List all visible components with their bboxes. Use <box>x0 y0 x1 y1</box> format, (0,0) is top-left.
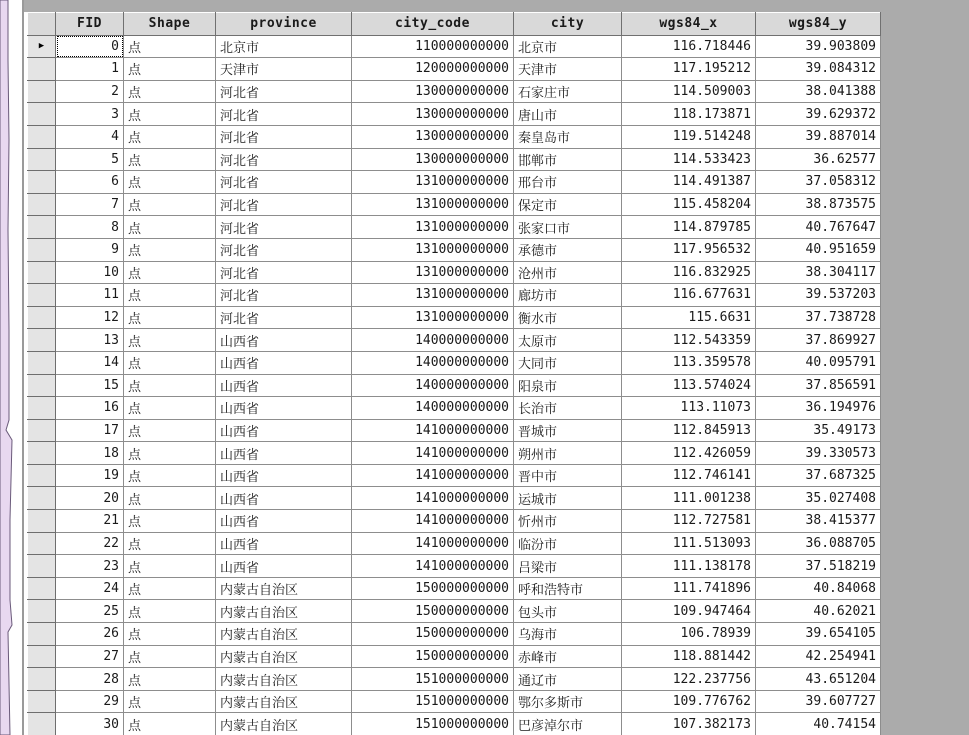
map-polygon-edge <box>0 0 22 735</box>
city-cell[interactable]: 承德市 <box>514 238 622 261</box>
row-selector[interactable] <box>28 193 56 216</box>
wgs84-x-cell[interactable]: 112.727581 <box>622 510 756 533</box>
city-cell[interactable]: 衡水市 <box>514 306 622 329</box>
province-cell[interactable]: 山西省 <box>216 419 352 442</box>
table-row[interactable] <box>28 510 881 533</box>
row-selector[interactable] <box>28 80 56 103</box>
column-header-wgs84-x[interactable]: wgs84_x <box>622 13 756 36</box>
fid-cell[interactable]: 28 <box>56 668 124 691</box>
wgs84-y-cell[interactable]: 35.027408 <box>756 487 881 510</box>
row-selector[interactable] <box>28 148 56 171</box>
city-code-cell[interactable]: 131000000000 <box>352 171 514 194</box>
wgs84-x-cell[interactable]: 115.6631 <box>622 306 756 329</box>
fid-cell[interactable]: 2 <box>56 80 124 103</box>
fid-cell[interactable]: 8 <box>56 216 124 239</box>
city-code-cell[interactable]: 151000000000 <box>352 690 514 713</box>
wgs84-x-cell[interactable]: 114.491387 <box>622 171 756 194</box>
wgs84-y-cell[interactable]: 37.856591 <box>756 374 881 397</box>
shape-cell[interactable]: 点 <box>124 80 216 103</box>
wgs84-x-cell[interactable]: 116.718446 <box>622 35 756 58</box>
table-empty-area <box>880 0 969 735</box>
shape-cell[interactable]: 点 <box>124 216 216 239</box>
wgs84-y-cell[interactable]: 39.330573 <box>756 442 881 465</box>
table-row[interactable] <box>28 193 881 216</box>
province-cell[interactable]: 内蒙古自治区 <box>216 645 352 668</box>
province-cell[interactable]: 山西省 <box>216 442 352 465</box>
wgs84-x-cell[interactable]: 118.881442 <box>622 645 756 668</box>
shape-cell[interactable]: 点 <box>124 397 216 420</box>
city-code-cell[interactable]: 150000000000 <box>352 577 514 600</box>
city-cell[interactable]: 巴彦淖尔市 <box>514 713 622 735</box>
city-code-cell[interactable]: 141000000000 <box>352 464 514 487</box>
wgs84-x-cell[interactable]: 117.956532 <box>622 238 756 261</box>
city-code-cell[interactable]: 141000000000 <box>352 510 514 533</box>
province-cell[interactable]: 河北省 <box>216 125 352 148</box>
column-header-shape[interactable]: Shape <box>124 13 216 36</box>
shape-cell[interactable]: 点 <box>124 532 216 555</box>
column-header-fid[interactable]: FID <box>56 13 124 36</box>
fid-cell[interactable]: 20 <box>56 487 124 510</box>
table-row[interactable] <box>28 261 881 284</box>
table-row[interactable] <box>28 464 881 487</box>
table-row[interactable] <box>28 668 881 691</box>
city-cell[interactable]: 石家庄市 <box>514 80 622 103</box>
wgs84-x-cell[interactable]: 111.741896 <box>622 577 756 600</box>
wgs84-y-cell[interactable]: 40.095791 <box>756 351 881 374</box>
table-top-margin <box>24 0 969 12</box>
city-cell[interactable]: 包头市 <box>514 600 622 623</box>
wgs84-y-cell[interactable]: 40.767647 <box>756 216 881 239</box>
city-code-cell[interactable]: 140000000000 <box>352 397 514 420</box>
shape-cell[interactable]: 点 <box>124 577 216 600</box>
fid-cell[interactable]: 30 <box>56 713 124 735</box>
province-cell[interactable]: 河北省 <box>216 284 352 307</box>
table-row[interactable] <box>28 623 881 646</box>
province-cell[interactable]: 河北省 <box>216 148 352 171</box>
table-row[interactable] <box>28 80 881 103</box>
current-row-arrow-icon: ▶ <box>38 41 45 52</box>
province-cell[interactable]: 内蒙古自治区 <box>216 600 352 623</box>
shape-cell[interactable]: 点 <box>124 623 216 646</box>
city-code-cell[interactable]: 140000000000 <box>352 374 514 397</box>
column-header-wgs84-y[interactable]: wgs84_y <box>756 13 881 36</box>
city-cell[interactable]: 朔州市 <box>514 442 622 465</box>
wgs84-y-cell[interactable]: 39.629372 <box>756 103 881 126</box>
row-selector[interactable] <box>28 577 56 600</box>
row-selector[interactable] <box>28 329 56 352</box>
city-cell[interactable]: 忻州市 <box>514 510 622 533</box>
province-cell[interactable]: 山西省 <box>216 329 352 352</box>
shape-cell[interactable]: 点 <box>124 261 216 284</box>
city-code-cell[interactable]: 120000000000 <box>352 58 514 81</box>
shape-cell[interactable]: 点 <box>124 148 216 171</box>
wgs84-y-cell[interactable]: 37.738728 <box>756 306 881 329</box>
shape-cell[interactable]: 点 <box>124 487 216 510</box>
city-code-cell[interactable]: 140000000000 <box>352 351 514 374</box>
fid-cell[interactable]: 27 <box>56 645 124 668</box>
row-selector[interactable] <box>28 713 56 735</box>
fid-cell[interactable]: 12 <box>56 306 124 329</box>
table-row[interactable] <box>28 148 881 171</box>
table-row[interactable] <box>28 532 881 555</box>
city-code-cell[interactable]: 131000000000 <box>352 193 514 216</box>
province-cell[interactable]: 山西省 <box>216 487 352 510</box>
wgs84-x-cell[interactable]: 111.001238 <box>622 487 756 510</box>
wgs84-y-cell[interactable]: 37.687325 <box>756 464 881 487</box>
city-code-cell[interactable]: 140000000000 <box>352 329 514 352</box>
fid-cell[interactable]: 4 <box>56 125 124 148</box>
table-row[interactable] <box>28 216 881 239</box>
shape-cell[interactable]: 点 <box>124 419 216 442</box>
city-cell[interactable]: 保定市 <box>514 193 622 216</box>
row-selector[interactable] <box>28 419 56 442</box>
city-cell[interactable]: 晋城市 <box>514 419 622 442</box>
city-cell[interactable]: 天津市 <box>514 58 622 81</box>
fid-cell[interactable]: 29 <box>56 690 124 713</box>
wgs84-x-cell[interactable]: 109.947464 <box>622 600 756 623</box>
province-cell[interactable]: 山西省 <box>216 351 352 374</box>
fid-cell[interactable]: 13 <box>56 329 124 352</box>
city-code-cell[interactable]: 151000000000 <box>352 713 514 735</box>
province-cell[interactable]: 河北省 <box>216 238 352 261</box>
row-selector[interactable] <box>28 58 56 81</box>
city-code-cell[interactable]: 131000000000 <box>352 306 514 329</box>
table-row[interactable] <box>28 171 881 194</box>
wgs84-y-cell[interactable]: 39.887014 <box>756 125 881 148</box>
city-cell[interactable]: 北京市 <box>514 35 622 58</box>
row-selector[interactable] <box>28 374 56 397</box>
wgs84-y-cell[interactable]: 40.62021 <box>756 600 881 623</box>
fid-cell[interactable]: 5 <box>56 148 124 171</box>
wgs84-y-cell[interactable]: 39.654105 <box>756 623 881 646</box>
city-code-cell[interactable]: 141000000000 <box>352 419 514 442</box>
table-row[interactable] <box>28 487 881 510</box>
city-cell[interactable]: 廊坊市 <box>514 284 622 307</box>
shape-cell[interactable]: 点 <box>124 35 216 58</box>
fid-cell[interactable]: 26 <box>56 623 124 646</box>
wgs84-x-cell[interactable]: 114.509003 <box>622 80 756 103</box>
city-cell[interactable]: 阳泉市 <box>514 374 622 397</box>
shape-cell[interactable]: 点 <box>124 668 216 691</box>
shape-cell[interactable]: 点 <box>124 374 216 397</box>
table-row[interactable] <box>28 555 881 578</box>
row-selector[interactable] <box>28 623 56 646</box>
wgs84-x-cell[interactable]: 109.776762 <box>622 690 756 713</box>
city-code-cell[interactable]: 141000000000 <box>352 442 514 465</box>
row-selector[interactable] <box>28 600 56 623</box>
wgs84-y-cell[interactable]: 39.903809 <box>756 35 881 58</box>
city-cell[interactable]: 大同市 <box>514 351 622 374</box>
shape-cell[interactable]: 点 <box>124 690 216 713</box>
wgs84-x-cell[interactable]: 112.845913 <box>622 419 756 442</box>
row-selector[interactable] <box>28 261 56 284</box>
fid-cell[interactable]: 18 <box>56 442 124 465</box>
fid-cell[interactable]: 6 <box>56 171 124 194</box>
fid-cell[interactable]: 17 <box>56 419 124 442</box>
attribute-table <box>27 12 881 735</box>
table-row[interactable] <box>28 351 881 374</box>
wgs84-x-cell[interactable]: 113.574024 <box>622 374 756 397</box>
shape-cell[interactable]: 点 <box>124 442 216 465</box>
shape-cell[interactable]: 点 <box>124 351 216 374</box>
city-cell[interactable]: 呼和浩特市 <box>514 577 622 600</box>
wgs84-x-cell[interactable]: 107.382173 <box>622 713 756 735</box>
city-code-cell[interactable]: 131000000000 <box>352 216 514 239</box>
wgs84-x-cell[interactable]: 116.677631 <box>622 284 756 307</box>
table-row[interactable] <box>28 58 881 81</box>
city-code-cell[interactable]: 141000000000 <box>352 487 514 510</box>
wgs84-x-cell[interactable]: 106.78939 <box>622 623 756 646</box>
wgs84-x-cell[interactable]: 116.832925 <box>622 261 756 284</box>
wgs84-x-cell[interactable]: 113.11073 <box>622 397 756 420</box>
province-cell[interactable]: 山西省 <box>216 555 352 578</box>
city-cell[interactable]: 鄂尔多斯市 <box>514 690 622 713</box>
wgs84-y-cell[interactable]: 35.49173 <box>756 419 881 442</box>
row-selector[interactable] <box>28 532 56 555</box>
table-row[interactable] <box>28 577 881 600</box>
row-selector[interactable] <box>28 103 56 126</box>
city-code-cell[interactable]: 130000000000 <box>352 103 514 126</box>
city-cell[interactable]: 临汾市 <box>514 532 622 555</box>
wgs84-x-cell[interactable]: 119.514248 <box>622 125 756 148</box>
fid-cell[interactable]: 23 <box>56 555 124 578</box>
shape-cell[interactable]: 点 <box>124 125 216 148</box>
row-selector[interactable] <box>28 668 56 691</box>
city-cell[interactable]: 沧州市 <box>514 261 622 284</box>
shape-cell[interactable]: 点 <box>124 464 216 487</box>
shape-cell[interactable]: 点 <box>124 555 216 578</box>
row-selector[interactable] <box>28 306 56 329</box>
wgs84-y-cell[interactable]: 39.537203 <box>756 284 881 307</box>
wgs84-y-cell[interactable]: 38.415377 <box>756 510 881 533</box>
wgs84-y-cell[interactable]: 38.041388 <box>756 80 881 103</box>
city-cell[interactable]: 邯郸市 <box>514 148 622 171</box>
province-cell[interactable]: 北京市 <box>216 35 352 58</box>
fid-cell[interactable]: 19 <box>56 464 124 487</box>
fid-cell[interactable]: 1 <box>56 58 124 81</box>
fid-cell[interactable]: 7 <box>56 193 124 216</box>
province-cell[interactable]: 山西省 <box>216 374 352 397</box>
city-code-cell[interactable]: 130000000000 <box>352 148 514 171</box>
city-code-cell[interactable]: 131000000000 <box>352 238 514 261</box>
wgs84-y-cell[interactable]: 38.304117 <box>756 261 881 284</box>
column-header-province[interactable]: province <box>216 13 352 36</box>
column-header-city-code[interactable]: city_code <box>352 13 514 36</box>
fid-cell[interactable]: 16 <box>56 397 124 420</box>
city-cell[interactable]: 赤峰市 <box>514 645 622 668</box>
province-cell[interactable]: 河北省 <box>216 261 352 284</box>
shape-cell[interactable]: 点 <box>124 329 216 352</box>
city-code-cell[interactable]: 150000000000 <box>352 600 514 623</box>
wgs84-x-cell[interactable]: 117.195212 <box>622 58 756 81</box>
city-code-cell[interactable]: 131000000000 <box>352 261 514 284</box>
wgs84-y-cell[interactable]: 36.62577 <box>756 148 881 171</box>
wgs84-y-cell[interactable]: 37.058312 <box>756 171 881 194</box>
table-row[interactable] <box>28 442 881 465</box>
row-selector[interactable] <box>28 35 56 58</box>
wgs84-y-cell[interactable]: 40.74154 <box>756 713 881 735</box>
city-code-cell[interactable]: 141000000000 <box>352 532 514 555</box>
wgs84-y-cell[interactable]: 39.084312 <box>756 58 881 81</box>
city-cell[interactable]: 乌海市 <box>514 623 622 646</box>
fid-cell[interactable]: 9 <box>56 238 124 261</box>
table-row[interactable] <box>28 238 881 261</box>
wgs84-x-cell[interactable]: 122.237756 <box>622 668 756 691</box>
shape-cell[interactable]: 点 <box>124 600 216 623</box>
province-cell[interactable]: 河北省 <box>216 306 352 329</box>
row-selector[interactable] <box>28 171 56 194</box>
province-cell[interactable]: 内蒙古自治区 <box>216 713 352 735</box>
wgs84-x-cell[interactable]: 118.173871 <box>622 103 756 126</box>
province-cell[interactable]: 内蒙古自治区 <box>216 577 352 600</box>
city-code-cell[interactable]: 150000000000 <box>352 645 514 668</box>
table-row[interactable] <box>28 35 881 58</box>
wgs84-y-cell[interactable]: 37.518219 <box>756 555 881 578</box>
table-row[interactable] <box>28 306 881 329</box>
city-code-cell[interactable]: 131000000000 <box>352 284 514 307</box>
column-header-city[interactable]: city <box>514 13 622 36</box>
city-cell[interactable]: 通辽市 <box>514 668 622 691</box>
city-cell[interactable]: 邢台市 <box>514 171 622 194</box>
select-all-corner[interactable] <box>28 13 56 36</box>
table-row[interactable] <box>28 329 881 352</box>
city-cell[interactable]: 唐山市 <box>514 103 622 126</box>
wgs84-y-cell[interactable]: 42.254941 <box>756 645 881 668</box>
fid-cell[interactable]: 25 <box>56 600 124 623</box>
wgs84-y-cell[interactable]: 38.873575 <box>756 193 881 216</box>
city-code-cell[interactable]: 130000000000 <box>352 125 514 148</box>
province-cell[interactable]: 内蒙古自治区 <box>216 690 352 713</box>
wgs84-x-cell[interactable]: 113.359578 <box>622 351 756 374</box>
wgs84-x-cell[interactable]: 115.458204 <box>622 193 756 216</box>
table-row[interactable] <box>28 284 881 307</box>
city-cell[interactable]: 运城市 <box>514 487 622 510</box>
row-selector[interactable] <box>28 464 56 487</box>
wgs84-y-cell[interactable]: 40.84068 <box>756 577 881 600</box>
shape-cell[interactable]: 点 <box>124 58 216 81</box>
wgs84-x-cell[interactable]: 114.533423 <box>622 148 756 171</box>
row-selector[interactable] <box>28 216 56 239</box>
row-selector[interactable] <box>28 238 56 261</box>
shape-cell[interactable]: 点 <box>124 510 216 533</box>
province-cell[interactable]: 天津市 <box>216 58 352 81</box>
city-cell[interactable]: 秦皇岛市 <box>514 125 622 148</box>
province-cell[interactable]: 山西省 <box>216 532 352 555</box>
province-cell[interactable]: 内蒙古自治区 <box>216 623 352 646</box>
fid-cell[interactable]: 11 <box>56 284 124 307</box>
province-cell[interactable]: 河北省 <box>216 216 352 239</box>
province-cell[interactable]: 河北省 <box>216 80 352 103</box>
shape-cell[interactable]: 点 <box>124 284 216 307</box>
wgs84-x-cell[interactable]: 111.138178 <box>622 555 756 578</box>
fid-cell[interactable]: 15 <box>56 374 124 397</box>
province-cell[interactable]: 山西省 <box>216 464 352 487</box>
city-code-cell[interactable]: 130000000000 <box>352 80 514 103</box>
city-cell[interactable]: 吕梁市 <box>514 555 622 578</box>
province-cell[interactable]: 河北省 <box>216 103 352 126</box>
shape-cell[interactable]: 点 <box>124 645 216 668</box>
row-selector[interactable] <box>28 442 56 465</box>
table-body <box>28 35 881 735</box>
shape-cell[interactable]: 点 <box>124 103 216 126</box>
row-selector[interactable] <box>28 645 56 668</box>
row-selector[interactable] <box>28 397 56 420</box>
city-code-cell[interactable]: 141000000000 <box>352 555 514 578</box>
fid-cell[interactable]: 3 <box>56 103 124 126</box>
fid-cell[interactable]: 22 <box>56 532 124 555</box>
wgs84-y-cell[interactable]: 36.088705 <box>756 532 881 555</box>
pane-divider[interactable] <box>22 0 24 735</box>
wgs84-x-cell[interactable]: 112.543359 <box>622 329 756 352</box>
city-code-cell[interactable]: 110000000000 <box>352 35 514 58</box>
fid-cell[interactable]: 10 <box>56 261 124 284</box>
city-code-cell[interactable]: 150000000000 <box>352 623 514 646</box>
wgs84-y-cell[interactable]: 36.194976 <box>756 397 881 420</box>
city-cell[interactable]: 晋中市 <box>514 464 622 487</box>
city-cell[interactable]: 太原市 <box>514 329 622 352</box>
map-view-strip[interactable] <box>0 0 22 735</box>
shape-cell[interactable]: 点 <box>124 713 216 735</box>
wgs84-x-cell[interactable]: 112.426059 <box>622 442 756 465</box>
wgs84-x-cell[interactable]: 112.746141 <box>622 464 756 487</box>
table-row[interactable] <box>28 103 881 126</box>
fid-cell[interactable]: 14 <box>56 351 124 374</box>
table-row[interactable] <box>28 713 881 735</box>
fid-cell[interactable]: 21 <box>56 510 124 533</box>
table-row[interactable] <box>28 690 881 713</box>
table-row[interactable] <box>28 600 881 623</box>
row-selector[interactable] <box>28 555 56 578</box>
province-cell[interactable]: 河北省 <box>216 193 352 216</box>
shape-cell[interactable]: 点 <box>124 171 216 194</box>
province-cell[interactable]: 内蒙古自治区 <box>216 668 352 691</box>
row-selector[interactable] <box>28 690 56 713</box>
wgs84-y-cell[interactable]: 40.951659 <box>756 238 881 261</box>
table-row[interactable] <box>28 645 881 668</box>
wgs84-y-cell[interactable]: 39.607727 <box>756 690 881 713</box>
wgs84-x-cell[interactable]: 114.879785 <box>622 216 756 239</box>
shape-cell[interactable]: 点 <box>124 193 216 216</box>
row-selector[interactable] <box>28 284 56 307</box>
fid-cell[interactable]: 24 <box>56 577 124 600</box>
table-row[interactable] <box>28 397 881 420</box>
table-row[interactable] <box>28 419 881 442</box>
city-cell[interactable]: 长治市 <box>514 397 622 420</box>
header-row <box>28 13 881 36</box>
province-cell[interactable]: 山西省 <box>216 397 352 420</box>
wgs84-x-cell[interactable]: 111.513093 <box>622 532 756 555</box>
city-cell[interactable]: 张家口市 <box>514 216 622 239</box>
fid-cell[interactable]: 0 <box>56 35 124 58</box>
row-selector[interactable] <box>28 510 56 533</box>
row-selector[interactable] <box>28 125 56 148</box>
row-selector[interactable] <box>28 487 56 510</box>
table-row[interactable] <box>28 374 881 397</box>
province-cell[interactable]: 山西省 <box>216 510 352 533</box>
shape-cell[interactable]: 点 <box>124 306 216 329</box>
wgs84-y-cell[interactable]: 43.651204 <box>756 668 881 691</box>
row-selector[interactable] <box>28 351 56 374</box>
shape-cell[interactable]: 点 <box>124 238 216 261</box>
city-code-cell[interactable]: 151000000000 <box>352 668 514 691</box>
table-row[interactable] <box>28 125 881 148</box>
province-cell[interactable]: 河北省 <box>216 171 352 194</box>
wgs84-y-cell[interactable]: 37.869927 <box>756 329 881 352</box>
